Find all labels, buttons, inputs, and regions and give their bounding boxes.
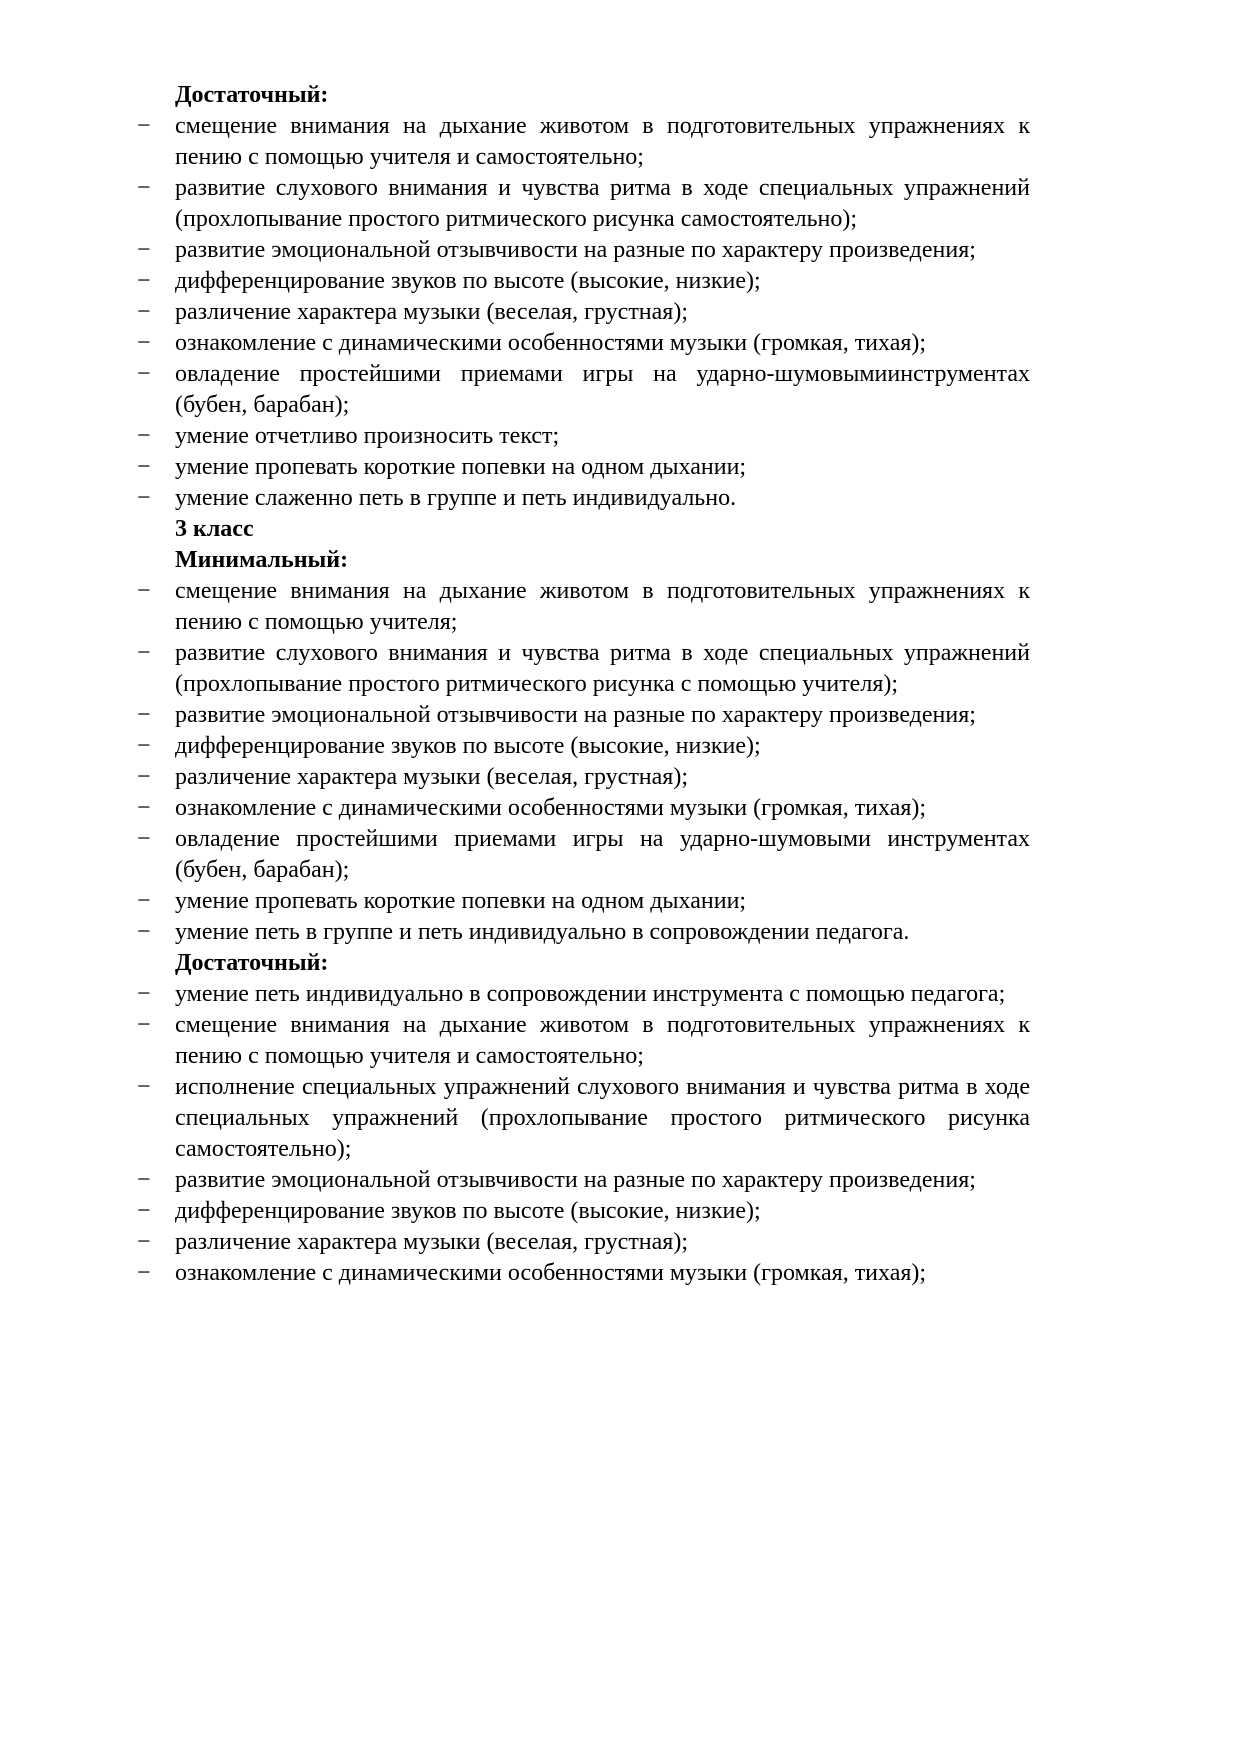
- list-item-text: смещение внимания на дыхание животом в подготовительных упражнениях к пению с помощью учителя и самостоятельно;: [175, 113, 1030, 170]
- list-item-text: умение пропевать короткие попевки на одном дыхании;: [175, 454, 747, 480]
- dash-bullet: −: [137, 361, 151, 387]
- list-item-text: развитие слухового внимания и чувства ритма в ходе специальных упражнений (прохлопывание простого ритмического рисунка с помощью учителя);: [175, 640, 1030, 697]
- section-heading: Достаточный:: [175, 82, 329, 108]
- dash-bullet: −: [137, 423, 151, 449]
- list-item: [137, 235, 1030, 266]
- dash-bullet: −: [137, 113, 151, 139]
- dash-bullet: −: [137, 1229, 151, 1255]
- list-item: [137, 328, 1030, 359]
- document-content: [137, 80, 1030, 1289]
- list-item-text: дифференцирование звуков по высоте (высокие, низкие);: [175, 268, 761, 294]
- requirements-list: [137, 111, 1030, 514]
- dash-bullet: −: [137, 1260, 151, 1286]
- dash-bullet: −: [137, 733, 151, 759]
- list-item-text: исполнение специальных упражнений слухового внимания и чувства ритма в ходе специальных упражнений (прохлопывание простого ритмического рисунка самостоятельно);: [175, 1074, 1030, 1162]
- list-item: [137, 638, 1030, 700]
- list-item: [137, 1072, 1030, 1165]
- list-item: [137, 1227, 1030, 1258]
- dash-bullet: −: [137, 330, 151, 356]
- list-item-text: умение петь индивидуально в сопровождении инструмента с помощью педагога;: [175, 981, 1006, 1007]
- dash-bullet: −: [137, 1012, 151, 1038]
- dash-bullet: −: [137, 981, 151, 1007]
- dash-bullet: −: [137, 454, 151, 480]
- requirements-list: [137, 979, 1030, 1289]
- list-item-text: умение слаженно петь в группе и петь индивидуально.: [175, 485, 737, 511]
- list-item-text: развитие эмоциональной отзывчивости на разные по характеру произведения;: [175, 1167, 976, 1193]
- dash-bullet: −: [137, 702, 151, 728]
- list-item-text: различение характера музыки (веселая, грустная);: [175, 299, 688, 325]
- list-item: [137, 576, 1030, 638]
- list-item: [137, 1165, 1030, 1196]
- list-item: [137, 1258, 1030, 1289]
- dash-bullet: −: [137, 578, 151, 604]
- dash-bullet: −: [137, 237, 151, 263]
- list-item-text: ознакомление с динамическими особенностями музыки (громкая, тихая);: [175, 1260, 927, 1286]
- list-item: [137, 793, 1030, 824]
- section-heading: 3 класс: [175, 516, 254, 542]
- section-heading: Минимальный:: [175, 547, 349, 573]
- dash-bullet: −: [137, 640, 151, 666]
- list-item: [137, 731, 1030, 762]
- dash-bullet: −: [137, 175, 151, 201]
- dash-bullet: −: [137, 888, 151, 914]
- list-item: [137, 1010, 1030, 1072]
- list-item-text: ознакомление с динамическими особенностями музыки (громкая, тихая);: [175, 795, 927, 821]
- list-item-text: развитие эмоциональной отзывчивости на разные по характеру произведения;: [175, 237, 976, 263]
- section-heading: Достаточный:: [175, 950, 329, 976]
- list-item: [137, 917, 1030, 948]
- list-item-text: умение петь в группе и петь индивидуально в сопровождении педагога.: [175, 919, 910, 945]
- requirements-list: [137, 576, 1030, 948]
- list-item-text: ознакомление с динамическими особенностями музыки (громкая, тихая);: [175, 330, 927, 356]
- list-item: [137, 1196, 1030, 1227]
- list-item-text: развитие слухового внимания и чувства ритма в ходе специальных упражнений (прохлопывание простого ритмического рисунка самостоятельно);: [175, 175, 1030, 232]
- list-item-text: овладение простейшими приемами игры на ударно-шумовыми инструментах (бубен, барабан);: [175, 826, 1030, 883]
- list-item: [137, 266, 1030, 297]
- list-item: [137, 762, 1030, 793]
- dash-bullet: −: [137, 826, 151, 852]
- list-item: [137, 483, 1030, 514]
- dash-bullet: −: [137, 1167, 151, 1193]
- dash-bullet: −: [137, 299, 151, 325]
- list-item: [137, 111, 1030, 173]
- list-item-text: смещение внимания на дыхание животом в подготовительных упражнениях к пению с помощью учителя и самостоятельно;: [175, 1012, 1030, 1069]
- dash-bullet: −: [137, 1074, 151, 1100]
- list-item-text: умение отчетливо произносить текст;: [175, 423, 560, 449]
- list-item: [137, 297, 1030, 328]
- dash-bullet: −: [137, 485, 151, 511]
- dash-bullet: −: [137, 1198, 151, 1224]
- dash-bullet: −: [137, 919, 151, 945]
- list-item: [137, 421, 1030, 452]
- list-item: [137, 173, 1030, 235]
- list-item: [137, 824, 1030, 886]
- dash-bullet: −: [137, 268, 151, 294]
- list-item: [137, 452, 1030, 483]
- list-item-text: овладение простейшими приемами игры на ударно-шумовымиинструментах (бубен, барабан);: [175, 361, 1030, 418]
- list-item-text: дифференцирование звуков по высоте (высокие, низкие);: [175, 1198, 761, 1224]
- dash-bullet: −: [137, 764, 151, 790]
- list-item-text: умение пропевать короткие попевки на одном дыхании;: [175, 888, 747, 914]
- list-item-text: развитие эмоциональной отзывчивости на разные по характеру произведения;: [175, 702, 976, 728]
- list-item: [137, 886, 1030, 917]
- list-item-text: смещение внимания на дыхание животом в подготовительных упражнениях к пению с помощью учителя;: [175, 578, 1030, 635]
- list-item: [137, 979, 1030, 1010]
- list-item: [137, 359, 1030, 421]
- dash-bullet: −: [137, 795, 151, 821]
- list-item: [137, 700, 1030, 731]
- list-item-text: различение характера музыки (веселая, грустная);: [175, 1229, 688, 1255]
- list-item-text: дифференцирование звуков по высоте (высокие, низкие);: [175, 733, 761, 759]
- list-item-text: различение характера музыки (веселая, грустная);: [175, 764, 688, 790]
